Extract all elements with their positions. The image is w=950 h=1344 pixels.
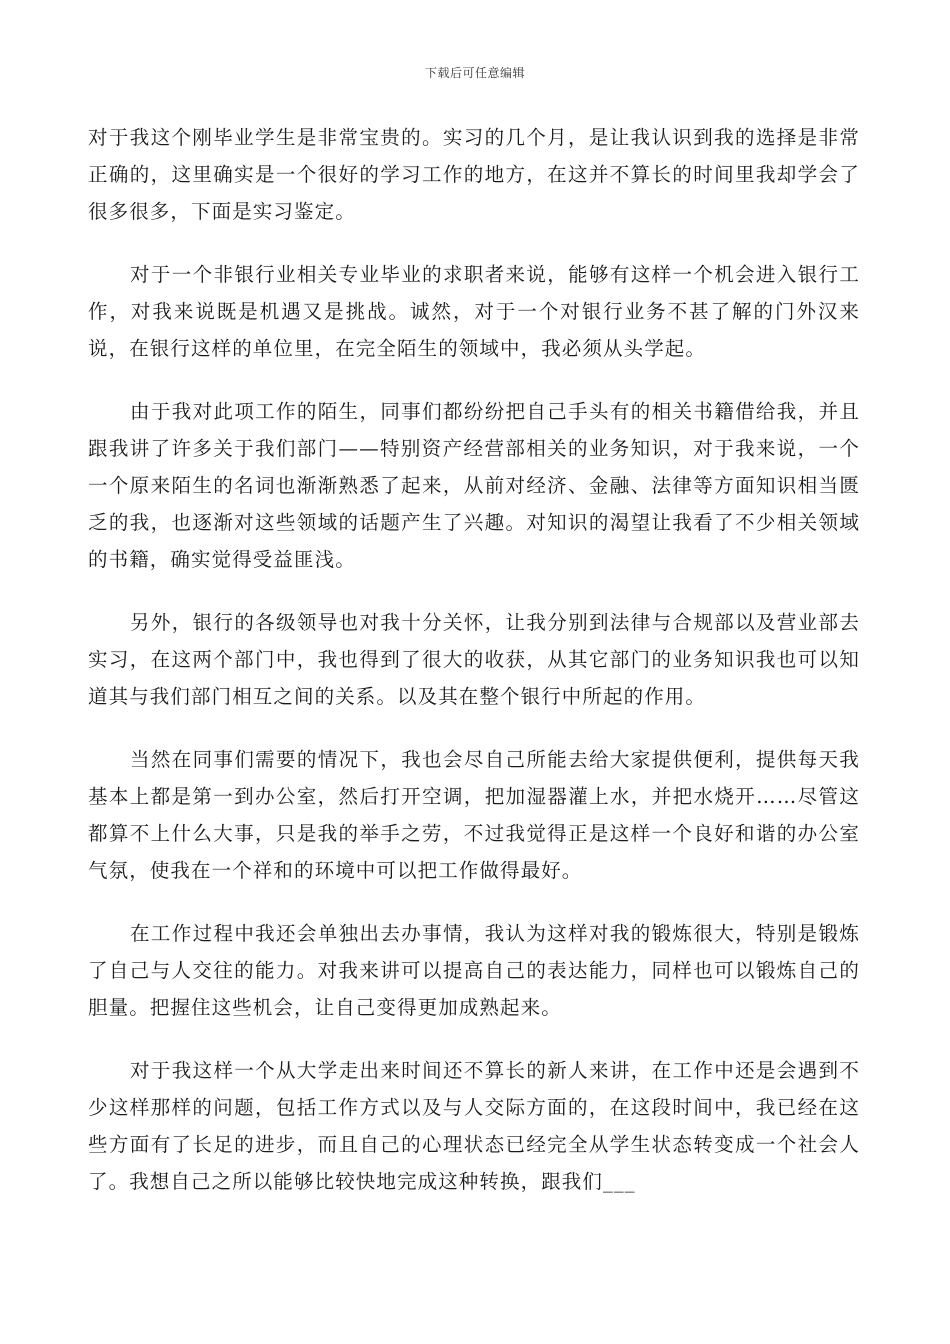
paragraph-1: 对于我这个刚毕业学生是非常宝贵的。实习的几个月，是让我认识到我的选择是非常正确的，这里确实是一个很好的学习工作的地方，在这并不算长的时间里我却学会了很多很多，下面是实习鉴定。 bbox=[88, 126, 860, 223]
paragraph-5: 当然在同事们需要的情况下，我也会尽自己所能去给大家提供便利，提供每天我基本上都是第一到办公室，然后打开空调，把加湿器灌上水，并把水烧开……尽管这都算不上什么大事，只是我的举手之劳，不过我觉得正是这样一个良好和谐的办公室气氛，使我在一个祥和的环境中可以把工作做得最好。 bbox=[88, 748, 860, 882]
paragraph-7: 对于我这样一个从大学走出来时间还不算长的新人来讲，在工作中还是会遇到不少这样那样的问题，包括工作方式以及与人交际方面的，在这段时间中，我已经在这些方面有了长足的进步，而且自己的心理状态已经完全从学生状态转变成一个社会人了。我想自己之所以能够比较快地完成这种转换，跟我们___ bbox=[88, 1059, 860, 1193]
paragraph-3: 由于我对此项工作的陌生，同事们都纷纷把自己手头有的相关书籍借给我，并且跟我讲了许多关于我们部门——特别资产经营部相关的业务知识，对于我来说，一个一个原来陌生的名词也渐渐熟悉了起来，从前对经济、金融、法律等方面知识相当匮乏的我，也逐渐对这些领域的话题产生了兴趣。对知识的渴望让我看了不少相关领域的书籍，确实觉得受益匪浅。 bbox=[88, 400, 860, 571]
paragraph-2: 对于一个非银行业相关专业毕业的求职者来说，能够有这样一个机会进入银行工作，对我来说既是机遇又是挑战。诚然，对于一个对银行业务不甚了解的门外汉来说，在银行这样的单位里，在完全陌生的领域中，我必须从头学起。 bbox=[88, 263, 860, 360]
page-header: 下载后可任意编辑 bbox=[424, 66, 525, 80]
document-body bbox=[88, 119, 860, 1226]
paragraph-4: 另外，银行的各级领导也对我十分关怀，让我分别到法律与合规部以及营业部去实习，在这两个部门中，我也得到了很大的收获，从其它部门的业务知识我也可以知道其与我们部门相互之间的关系。以及其在整个银行中所起的作用。 bbox=[88, 611, 860, 708]
paragraph-6: 在工作过程中我还会单独出去办事情，我认为这样对我的锻炼很大，特别是锻炼了自己与人交往的能力。对我来讲可以提高自己的表达能力，同样也可以锻炼自己的胆量。把握住这些机会，让自己变得更加成熟起来。 bbox=[88, 922, 860, 1019]
